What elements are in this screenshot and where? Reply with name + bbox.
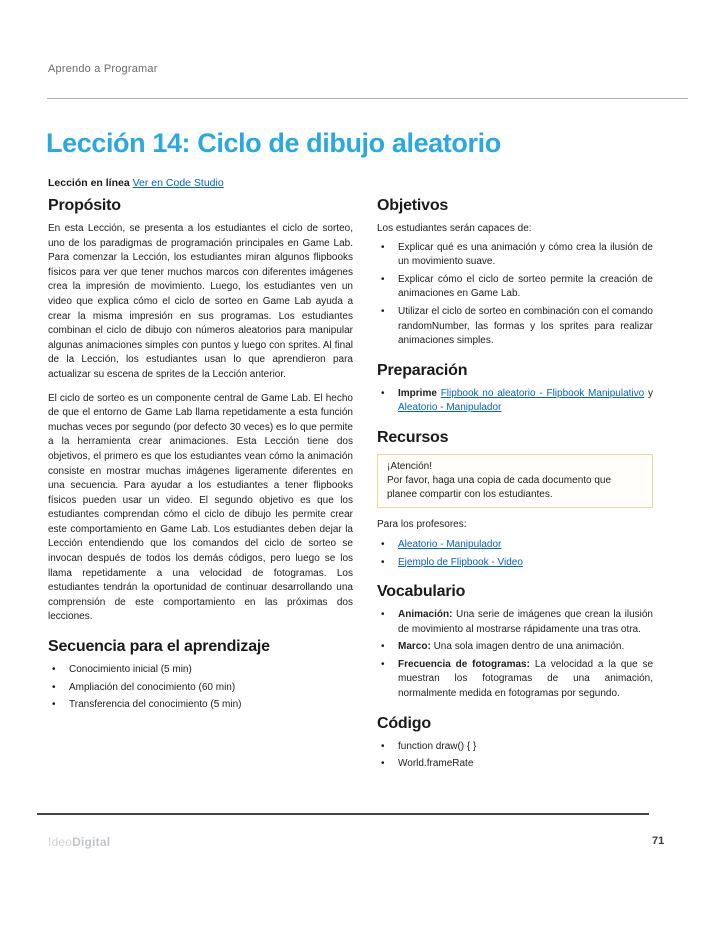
attention-title: ¡Atención! xyxy=(387,460,433,472)
list-item: • Ampliación del conocimiento (60 min) xyxy=(48,681,353,696)
codigo-list xyxy=(377,740,653,772)
teachers-links-list xyxy=(377,538,653,570)
aleatorio-manipulador-link[interactable]: Aleatorio - Manipulador xyxy=(398,402,502,414)
proposito-paragraph-1: En esta Lección, se presenta a los estudiantes el ciclo de sorteo, uno de los paradigmas de programación principales en Game Lab. Para comenzar la Lección, los estudiantes miran algunos flipbooks físicos para ver que tener muchos marcos con diferentes imágenes crea la impresión de movimiento. Luego, los estudiantes ven un video que explica cómo el ciclo de sorteo en Game Lab ayuda a crear la misma impresión en sus programas. Los estudiantes combinan el ciclo de dibujo con números aleatorios para manipular algunas animaciones simples con puntos y luego con sprites. Al final de la Lección, los estudiantes usan lo que aprendieron para actualizar su escena de sprites de la Lección anterior. xyxy=(48,223,353,380)
section-recursos xyxy=(377,429,653,570)
recursos-flipbook-video-link[interactable]: Ejemplo de Flipbook - Video xyxy=(398,556,523,568)
list-item xyxy=(377,556,653,571)
objetivos-list xyxy=(377,241,653,349)
section-proposito xyxy=(48,197,353,625)
footer-logo-ideo: Ideo xyxy=(48,835,73,849)
lesson-online-row xyxy=(48,177,224,189)
list-item: • Explicar cómo el ciclo de sorteo permite la creación de animaciones en Game Lab. xyxy=(377,273,653,302)
list-item: • Utilizar el ciclo de sorteo en combinación con el comando randomNumber, las formas y los sprites para realizar animaciones simples. xyxy=(377,305,653,349)
left-column xyxy=(48,197,353,716)
flipbook-manipulativo-link[interactable]: Flipbook no aleatorio - Flipbook Manipulativo xyxy=(440,387,645,399)
list-item xyxy=(377,538,653,553)
footer-logo xyxy=(48,835,110,849)
recursos-heading: Recursos xyxy=(377,428,449,446)
attention-box xyxy=(377,454,653,508)
lesson-online-label: Lección en línea xyxy=(48,177,130,189)
secuencia-heading: Secuencia para el aprendizaje xyxy=(48,638,270,656)
preparacion-list xyxy=(377,387,653,416)
list-item: • Explicar qué es una animación y cómo crea la ilusión de un movimiento suave. xyxy=(377,241,653,270)
list-item: • function draw() { } xyxy=(377,740,653,755)
section-preparacion xyxy=(377,362,653,416)
objetivos-heading: Objetivos xyxy=(377,197,449,214)
proposito-heading: Propósito xyxy=(48,197,121,214)
vocab-term: Marco: xyxy=(398,641,431,653)
list-item xyxy=(377,387,653,416)
list-item: • Conocimiento inicial (5 min) xyxy=(48,663,353,678)
list-item: • World.frameRate xyxy=(377,757,653,772)
preparacion-heading: Preparación xyxy=(377,361,468,379)
vocab-definition: La velocidad a la que se muestran los fotogramas de una animación, normalmente medida en fotogramas por segundo. xyxy=(398,658,654,700)
attention-body: Por favor, haga una copia de cada documento que planee compartir con los estudiantes. xyxy=(387,474,612,500)
vocab-term: Frecuencia de fotogramas: xyxy=(398,658,530,670)
vocab-term: Animación: xyxy=(398,609,453,621)
list-item xyxy=(377,608,653,637)
code-studio-link[interactable]: Ver en Code Studio xyxy=(132,177,224,189)
imprime-label: Imprime xyxy=(398,387,437,399)
footer-divider xyxy=(37,813,649,815)
section-secuencia xyxy=(48,638,353,713)
list-item: • Transferencia del conocimiento (5 min) xyxy=(48,698,353,713)
page-number: 71 xyxy=(652,835,665,847)
vocab-definition: Una sola imagen dentro de una animación. xyxy=(433,641,625,653)
footer-logo-digital: Digital xyxy=(72,835,111,849)
right-column xyxy=(377,197,653,775)
brand-text: Aprendo a Programar xyxy=(48,63,158,75)
teachers-label: Para los profesores: xyxy=(377,519,467,531)
section-vocabulario xyxy=(377,583,653,702)
page-title: Lección 14: Ciclo de dibujo aleatorio xyxy=(46,128,501,158)
list-item xyxy=(377,658,653,702)
header-divider xyxy=(47,98,688,99)
list-item xyxy=(377,640,653,655)
vocabulario-list xyxy=(377,608,653,702)
conjunction-text: y xyxy=(648,387,653,399)
objetivos-intro: Los estudiantes serán capaces de: xyxy=(377,223,532,234)
codigo-heading: Código xyxy=(377,714,431,732)
section-codigo xyxy=(377,715,653,772)
recursos-aleatorio-link[interactable]: Aleatorio - Manipulador xyxy=(398,538,502,550)
section-objetivos xyxy=(377,197,653,349)
vocabulario-heading: Vocabulario xyxy=(377,583,466,601)
vocab-definition: Una serie de imágenes que crean la ilusión de movimiento al mostrarse rápidamente una tras otra. xyxy=(398,609,653,635)
proposito-paragraph-2: El ciclo de sorteo es un componente central de Game Lab. El hecho de que el entorno de Game Lab llama repetidamente a esta función muchas veces por segundo (por defecto 30 veces) es lo que permite a la herramienta crear animaciones. Esta Lección tiene dos objetivos, el primero es que los estudiantes vean cómo la animación consiste en mostrar muchas imágenes ligeramente diferentes en una secuencia. Para ayudar a los estudiantes a tener flipbooks físicos pueden usar un video. El segundo objetivo es que los estudiantes comprendan cómo el ciclo de dibujo les permite crear este comportamiento en Game Lab. Los estudiantes deben dejar la Lección entendiendo que los comandos del ciclo de sorteo se invocan después de todos los demás códigos, pero luego se los llama repetidamente a una velocidad de fotogramas. Los estudiantes tendrán la oportunidad de continuar desarrollando una comprensión de este comportamiento en las próximas dos lecciones. xyxy=(48,392,353,623)
secuencia-list xyxy=(48,663,353,713)
